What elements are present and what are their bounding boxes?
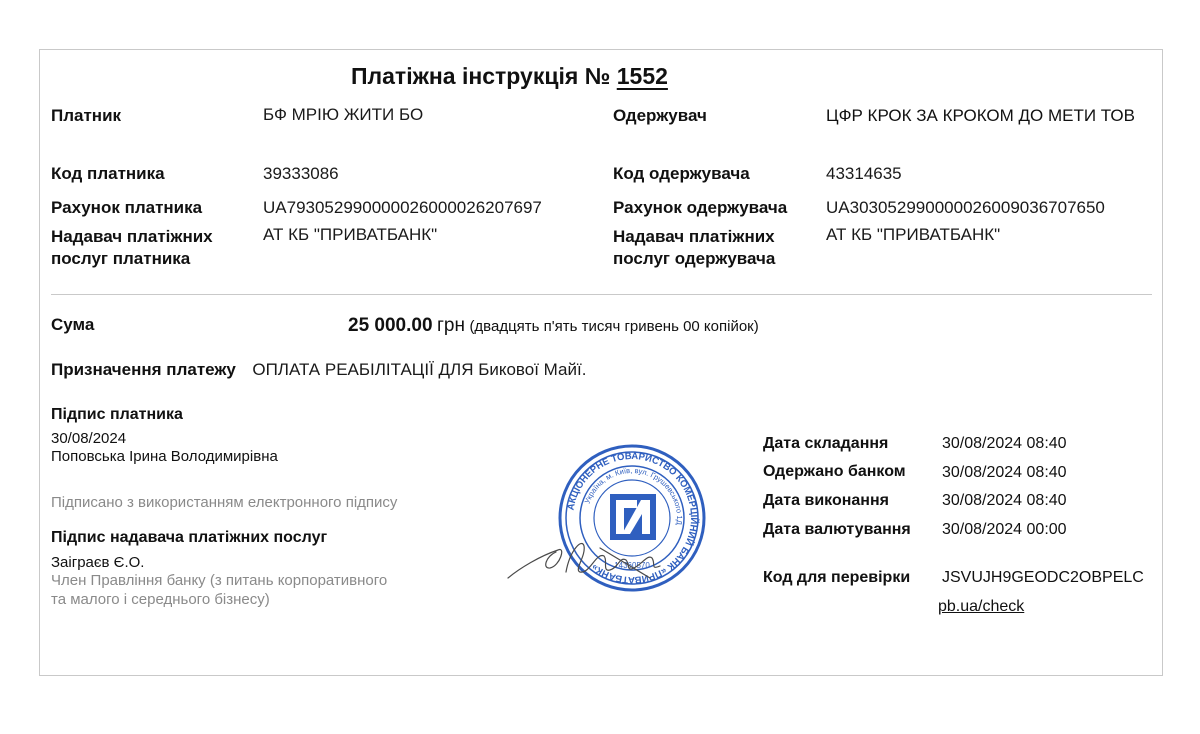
payer-value: БФ МРІЮ ЖИТИ БО [263, 105, 424, 124]
bank-stamp [500, 438, 760, 598]
amount-row [348, 315, 759, 337]
signatory-position-line2: та малого і середнього бізнесу) [51, 591, 270, 608]
section-divider [51, 294, 1152, 295]
document-title [351, 63, 668, 90]
privatbank-logo-icon [610, 494, 656, 540]
recipient-provider-label: Надавач платіжних послуг одержувача [613, 227, 776, 268]
detail-label-3: Дата валютування [763, 521, 911, 538]
stamp-outer-text: АКЦІОНЕРНЕ ТОВАРИСТВО КОМЕРЦІЙНИЙ БАНК «ПРИВАТБАНК» [565, 450, 700, 586]
verify-code-label: Код для перевірки [763, 569, 911, 586]
recipient-code-label: Код одержувача [613, 164, 750, 183]
detail-label-1: Одержано банком [763, 463, 906, 480]
signatory-position-line1: Член Правління банку (з питань корпоративного [51, 572, 388, 589]
stamp-inner-text: Україна, м. Київ, вул. Грушевського 1Д [582, 465, 685, 526]
verify-link[interactable]: pb.ua/check [938, 598, 1025, 615]
stamp-code: 14360570 [614, 561, 650, 570]
payer-signature-date: 30/08/2024 [51, 430, 127, 447]
payer-signature-label: Підпис платника [51, 406, 183, 423]
payer-code: 39333086 [263, 164, 339, 183]
detail-label-2: Дата виконання [763, 492, 889, 509]
amount-label: Сума [51, 315, 95, 334]
amount-value: 25 000.00 [348, 315, 433, 336]
detail-value-3: 30/08/2024 00:00 [942, 521, 1067, 538]
purpose-label: Призначення платежу [51, 360, 236, 379]
e-signature-note: Підписано з використанням електронного підпису [51, 494, 398, 511]
purpose-value: ОПЛАТА РЕАБІЛІТАЦІЇ ДЛЯ Бикової Майї. [252, 360, 587, 379]
payer-provider: АТ КБ "ПРИВАТБАНК" [263, 225, 438, 244]
recipient-account-label: Рахунок одержувача [613, 198, 788, 217]
document-number: 1552 [616, 63, 668, 89]
payer-label: Платник [51, 106, 122, 125]
payer-code-label: Код платника [51, 164, 165, 183]
recipient-provider: АТ КБ "ПРИВАТБАНК" [826, 225, 1001, 244]
detail-value-1: 30/08/2024 08:40 [942, 464, 1067, 481]
payer-signature-name: Поповська Ірина Володимирівна [51, 448, 278, 465]
payer-provider-label: Надавач платіжних послуг платника [51, 227, 213, 268]
provider-signature-label: Підпис надавача платіжних послуг [51, 529, 328, 546]
title-label: Платіжна інструкція № [351, 63, 611, 89]
payment-document [39, 49, 1163, 676]
signatory-name: Заіграєв Є.О. [51, 554, 145, 571]
verify-code: JSVUJH9GEODC2OBPELC [942, 569, 1144, 586]
recipient-account: UA303052990000026009036707650 [826, 198, 1105, 217]
amount-currency: грн [436, 315, 465, 336]
purpose-row [51, 360, 586, 380]
recipient-value: ЦФР КРОК ЗА КРОКОМ ДО МЕТИ ТОВ [826, 106, 1135, 125]
recipient-code: 43314635 [826, 164, 902, 183]
recipient-label: Одержувач [613, 106, 707, 125]
amount-words: (двадцять п'ять тисяч гривень 00 копійок) [469, 318, 759, 335]
detail-label-0: Дата складання [763, 435, 889, 452]
detail-value-2: 30/08/2024 08:40 [942, 492, 1067, 509]
payer-account-label: Рахунок платника [51, 198, 203, 217]
payer-account: UA793052990000026000026207697 [263, 198, 542, 217]
detail-value-0: 30/08/2024 08:40 [942, 435, 1067, 452]
